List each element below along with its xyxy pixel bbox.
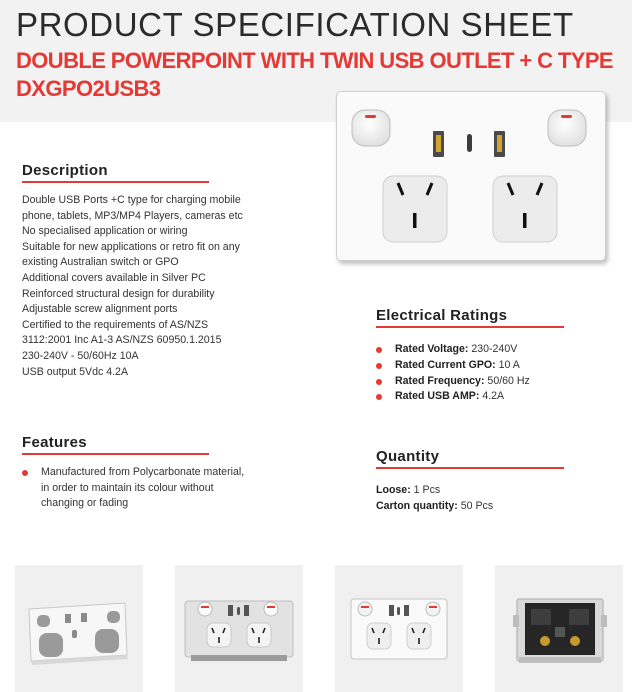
rating-label: Rated Frequency: [395,374,485,387]
quantity-info [376,483,493,514]
thumbnail-rear [495,565,623,692]
features-rule [22,453,209,455]
rating-value: 10 A [495,358,520,371]
thumbnail-front [335,565,463,692]
description-rule [22,181,209,183]
electrical-list [374,342,530,405]
description-line: Certified to the requirements of AS/NZS [22,318,209,331]
feature-line: in order to maintain its colour without [41,481,214,494]
rating-item [374,342,530,358]
product-code: DXGPO2USB3 [16,76,161,101]
description-line: 230-240V - 50/60Hz 10A [22,349,139,362]
description-line: No specialised application or wiring [22,225,188,238]
hero-product-image [336,91,606,261]
description-line: Double USB Ports +C type for charging mobile [22,194,241,206]
description-line: phone, tablets, MP3/MP4 Players, cameras etc [22,209,243,222]
rating-value: 50/60 Hz [484,374,530,387]
thumbnail-mech-angle [175,565,303,692]
feature-item [20,465,244,512]
quantity-value: 50 Pcs [457,499,494,512]
product-name: DOUBLE POWERPOINT WITH TWIN USB OUTLET + C TYPE [16,48,613,73]
rating-label: Rated Current GPO: [395,358,496,371]
description-line: USB output 5Vdc 4.2A [22,365,129,378]
description-line: 3112:2001 Inc A1-3 AS/NZS 60950.1.2015 [22,334,222,347]
electrical-rule [376,326,564,328]
quantity-rule [376,467,564,469]
rating-value: 4.2A [479,390,505,403]
rating-label: Rated Voltage: [395,343,469,355]
rating-item [374,374,530,390]
feature-line: Manufactured from Polycarbonate material, [41,466,245,478]
rating-label: Rated USB AMP: [395,390,480,403]
description-line: Additional covers available in Silver PC [22,271,206,284]
description-heading: Description [22,162,108,179]
quantity-label: Carton quantity: [376,499,458,512]
quantity-value: 1 Pcs [410,484,441,496]
description-line: Adjustable screw alignment ports [22,303,178,316]
thumbnail-base-plate [15,565,143,692]
rating-item [374,389,530,405]
features-list [20,465,244,512]
quantity-heading: Quantity [376,448,440,465]
electrical-heading: Electrical Ratings [376,307,508,324]
quantity-row [376,499,493,515]
rating-item [374,358,530,374]
description-line: existing Australian switch or GPO [22,256,179,269]
features-heading: Features [22,434,87,451]
rating-value: 230-240V [468,343,518,355]
feature-line: changing or fading [41,497,129,510]
description-text [22,193,243,380]
description-line: Suitable for new applications or retro fit on any [22,240,240,253]
page-title: PRODUCT SPECIFICATION SHEET [16,6,574,43]
quantity-label: Loose: [376,484,411,496]
description-line: Reinforced structural design for durability [22,287,215,300]
quantity-row [376,483,493,499]
